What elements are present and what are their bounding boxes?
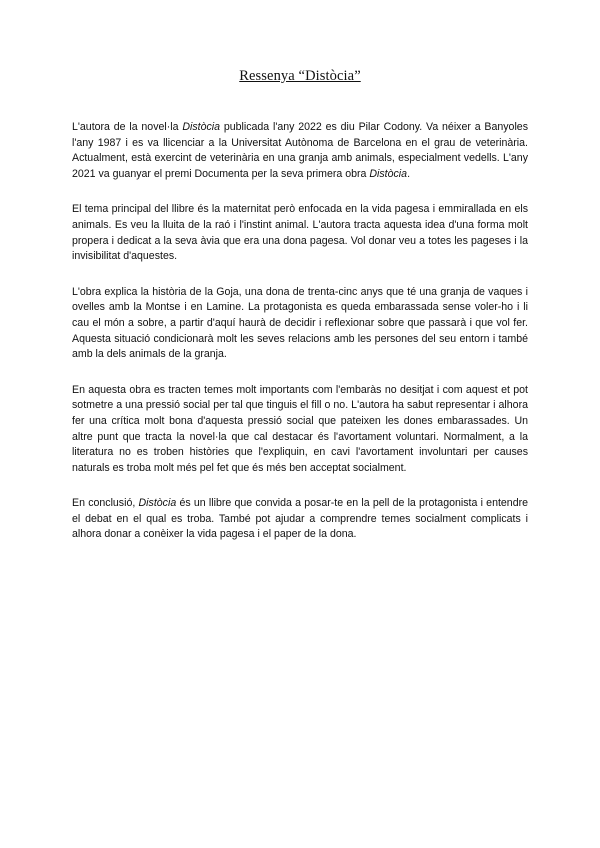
paragraph: [72, 120, 528, 182]
paragraph-text: L'autora de la novel·la: [72, 121, 183, 133]
paragraph-text: En conclusió,: [72, 497, 139, 510]
paragraph-text: El tema principal del llibre és la maternitat però enfocada en la vida pagesa i emmirallada en els animals. Es veu la lluita de la raó i l'instint animal. L'autora tracta aquesta idea d'una forma molt propera i dedicat a la seva àvia que era una dona pagesa. Vol donar veu a totes les pageses i la invisibilitat d'aquestes.: [72, 203, 528, 263]
paragraph-text: L'obra explica la història de la Goja, una dona de trenta-cinc anys que té una granja de vaques i ovelles amb la Montse i en Lamine. La protagonista es queda embarassada sense voler-ho i li cau el món a sobre, a partir d'aquí haurà de decidir i reflexionar sobre que passarà i que vol fer. Aquesta situació condicionarà molt les seves relacions amb les persones del seu entorn i també amb la dels animals de la granja.: [72, 285, 528, 361]
paragraph-text: En aquesta obra es tracten temes molt importants com l'embaràs no desitjat i com aquest et pot sotmetre a una pressió social per tal que tinguis el fill o no. L'autora ha sabut representar i alhora fer una crítica molt bona d'aquesta pressió social que pateixen les dones embarassades. Un altre punt que tracta la novel·la que cal destacar és l'avortament voluntari. Normalment, a la literatura no es troben històries que l'expliquin, en cavi l'avortament involuntari per causes naturals es troba molt més pel fet que és més ben acceptat socialment.: [72, 383, 528, 474]
paragraph: [72, 496, 528, 543]
paragraph-text: .: [407, 167, 411, 180]
paragraph-text: és un llibre que convida a posar-te en la pell de la protagonista i entendre el debat en el qual es troba. També pot ajudar a comprendre temes socialment complicats i alhora donar a conèixer la vida pagesa i el paper de la dona.: [72, 497, 529, 541]
paragraph: [72, 285, 528, 363]
document-body: [72, 120, 528, 543]
paragraph-text: publicada l'any 2022 es diu Pilar Codony. Va néixer a Banyoles l'any 1987 i es va llicenciar a la Universitat Autònoma de Barcelona en el grau de veterinària. Actualment, està exercint de veterinària en una granja amb animals, especialment vedells. L'any 2021 va guanyar el premi Documenta per la seva primera obra: [72, 121, 528, 180]
document-title: Ressenya “Distòcia”: [239, 68, 361, 84]
book-title-italic: Distòcia: [138, 497, 177, 510]
book-title-italic: Distòcia: [369, 167, 408, 180]
paragraph: [72, 383, 528, 477]
book-title-italic: Distòcia: [182, 121, 221, 133]
paragraph: [72, 202, 528, 264]
